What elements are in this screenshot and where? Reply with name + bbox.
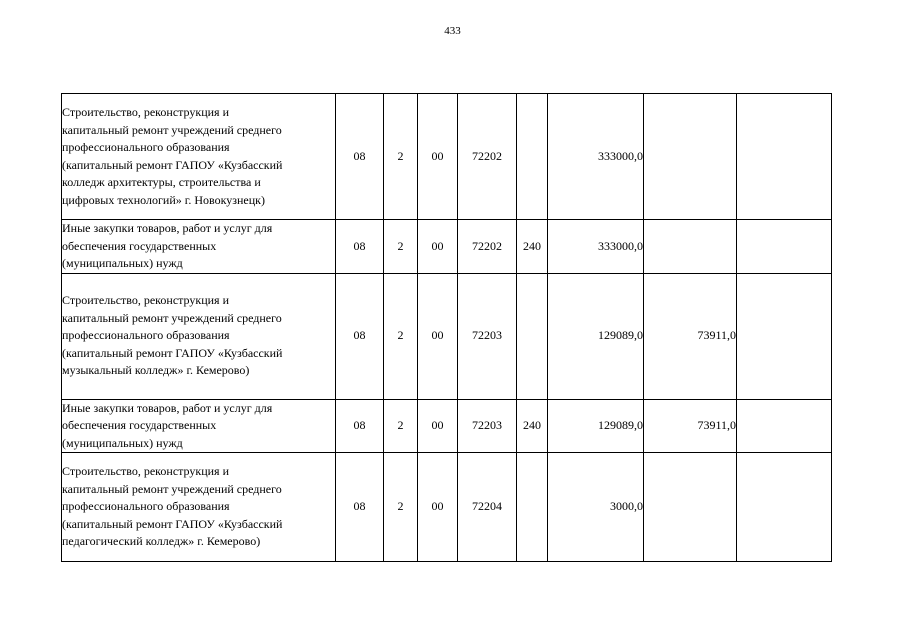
expense-type-cell	[517, 453, 548, 562]
article-code-cell: 72202	[458, 94, 517, 220]
article-code-cell: 72202	[458, 220, 517, 274]
program-code-cell: 2	[384, 453, 418, 562]
expense-type-cell: 240	[517, 399, 548, 453]
article-code-cell: 72203	[458, 273, 517, 399]
subprogram-code-cell: 00	[418, 94, 458, 220]
expense-name-cell	[62, 399, 336, 453]
expense-name-line: обеспечения государственных	[62, 238, 217, 253]
program-code-cell: 2	[384, 273, 418, 399]
expense-name-line: профессионального образования	[62, 499, 230, 514]
expense-name-line: колледж архитектуры, строительства и	[62, 175, 261, 189]
expense-name-line: Строительство, реконструкция и	[62, 105, 229, 119]
section-code-cell: 08	[336, 94, 384, 220]
expense-name-cell	[62, 94, 336, 220]
subprogram-code-cell: 00	[418, 273, 458, 399]
table-row	[62, 220, 832, 274]
program-code-cell: 2	[384, 399, 418, 453]
amount-2-cell: 73911,0	[644, 399, 737, 453]
amount-1-cell: 333000,0	[548, 94, 644, 220]
amount-3-cell	[737, 453, 832, 562]
expense-name-line: музыкальный колледж» г. Кемерово)	[62, 363, 250, 378]
expense-name-line: профессионального образования	[62, 328, 230, 343]
expense-name-line: Строительство, реконструкция и	[62, 464, 229, 479]
amount-2-cell	[644, 453, 737, 562]
article-code-cell: 72204	[458, 453, 517, 562]
expense-name-line: (муниципальных) нужд	[62, 256, 183, 270]
subprogram-code-cell: 00	[418, 453, 458, 562]
amount-3-cell	[737, 220, 832, 274]
table-row	[62, 453, 832, 562]
expense-type-cell	[517, 94, 548, 220]
table-row	[62, 94, 832, 220]
amount-3-cell	[737, 399, 832, 453]
program-code-cell: 2	[384, 220, 418, 274]
expense-name-line: Иные закупки товаров, работ и услуг для	[62, 221, 273, 235]
expense-type-cell	[517, 273, 548, 399]
expense-name-line: (капитальный ремонт ГАПОУ «Кузбасский	[62, 345, 283, 360]
expense-name-line: Строительство, реконструкция и	[62, 293, 229, 308]
article-code-cell: 72203	[458, 399, 517, 453]
amount-2-cell: 73911,0	[644, 273, 737, 399]
amount-1-cell: 129089,0	[548, 399, 644, 453]
page-number: 433	[444, 25, 461, 37]
amount-2-cell	[644, 220, 737, 274]
expense-name-line: капитальный ремонт учреждений среднего	[62, 122, 282, 137]
subprogram-code-cell: 00	[418, 220, 458, 274]
amount-3-cell	[737, 273, 832, 399]
expense-name-line: капитальный ремонт учреждений среднего	[62, 481, 282, 496]
expense-name-line: (капитальный ремонт ГАПОУ «Кузбасский	[62, 157, 283, 172]
expense-name-line: Иные закупки товаров, работ и услуг для	[62, 400, 273, 415]
program-code-cell: 2	[384, 94, 418, 220]
section-code-cell: 08	[336, 273, 384, 399]
expense-name-line: (капитальный ремонт ГАПОУ «Кузбасский	[62, 516, 283, 531]
expense-name-cell	[62, 273, 336, 399]
subprogram-code-cell: 00	[418, 399, 458, 453]
expense-name-line: капитальный ремонт учреждений среднего	[62, 310, 282, 325]
expense-name-line: обеспечения государственных	[62, 418, 217, 432]
section-code-cell: 08	[336, 399, 384, 453]
amount-3-cell	[737, 94, 832, 220]
expense-name-cell	[62, 220, 336, 274]
amount-1-cell: 3000,0	[548, 453, 644, 562]
expense-name-line: профессионального образования	[62, 140, 230, 154]
amount-1-cell: 333000,0	[548, 220, 644, 274]
expense-name-line: педагогический колледж» г. Кемерово)	[62, 534, 261, 549]
amount-2-cell	[644, 94, 737, 220]
expense-name-cell	[62, 453, 336, 562]
table-row	[62, 399, 832, 453]
table-row	[62, 273, 832, 399]
expense-type-cell: 240	[517, 220, 548, 274]
expense-name-line: цифровых технологий» г. Новокузнецк)	[62, 192, 265, 207]
section-code-cell: 08	[336, 220, 384, 274]
expense-name-line: (муниципальных) нужд	[62, 435, 183, 450]
section-code-cell: 08	[336, 453, 384, 562]
amount-1-cell: 129089,0	[548, 273, 644, 399]
budget-table	[61, 93, 832, 562]
